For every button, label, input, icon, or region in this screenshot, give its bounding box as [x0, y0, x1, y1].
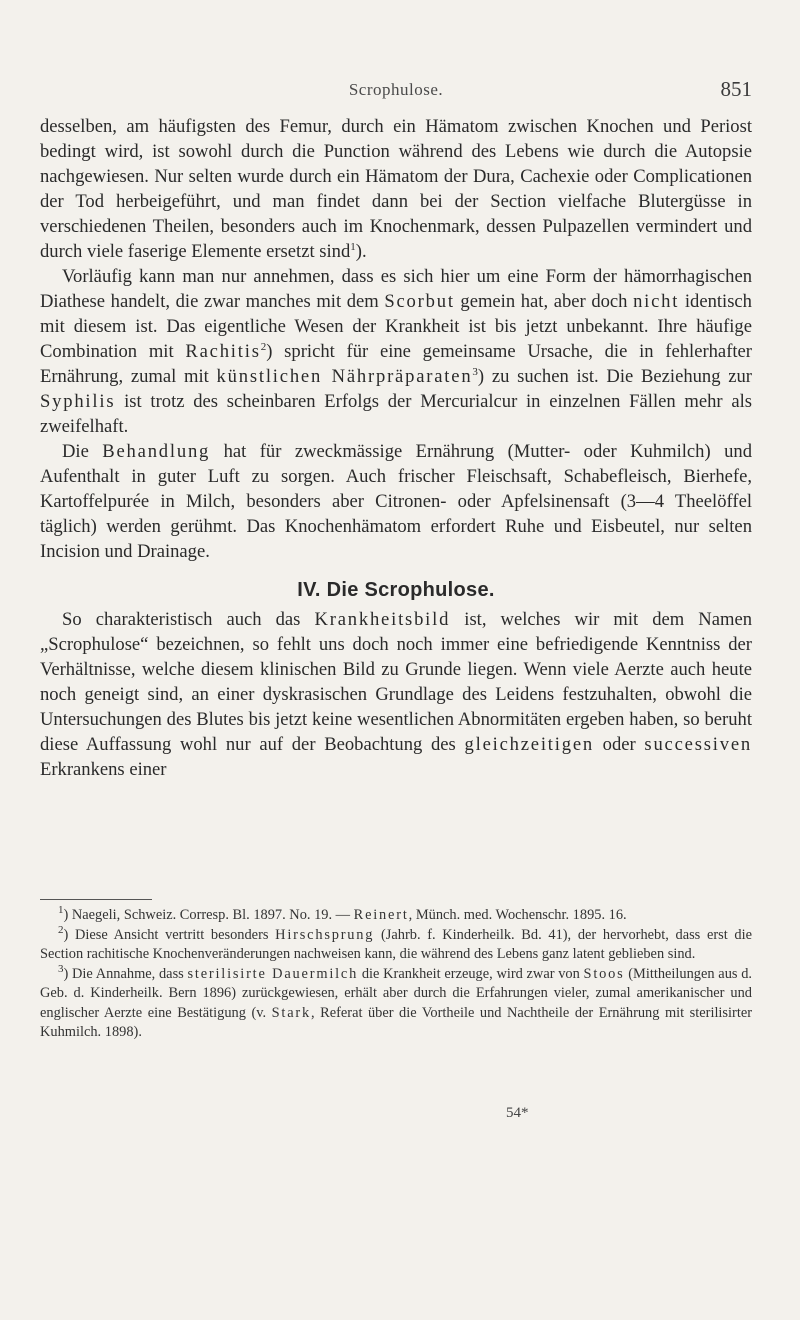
footnote-ref-2: 2	[260, 340, 267, 353]
paragraph-2: Vorläufig kann man nur annehmen, dass es sich hier um eine Form der hämorrhagischen Diathese handelt, die zwar manches mit dem Scorbut gemein hat, aber doch nicht identisch mit diesem ist. Das eigentliche Wesen der Krankheit ist bis jetzt unbekannt. Ihre häufige Combination mit Rachitis$^2$) spricht für eine gemeinsame Ursache, die in fehlerhafter Ernährung, zumal mit künstlichen Nährpräparaten$^3$) zu suchen ist. Die Beziehung zur Syphilis ist trotz des scheinbaren Erfolgs der Mercurialcur in einzelnen Fällen mehr als zweifelhaft.	[40, 266, 752, 437]
footnote-3: $^3$) Die Annahme, dass sterilisirte Dauermilch die Krankheit erzeuge, wird zwar von Stoos (Mittheilungen aus d. Geb. d. Kinderheilk. Bern 1896) zurückgewiesen, erhält aber durch die Erfahrungen vieler, zumal amerikanischer und englischer Aerzte eine Bestätigung (v. Stark, Referat über die Vortheile und Nachtheile der Ernährung mit sterilisirter Kuhmilch. 1898).	[40, 962, 753, 1040]
section-heading: IV. Die Scrophulose.	[297, 579, 495, 601]
running-title: Scrophulose.	[348, 80, 444, 99]
page-header	[40, 77, 752, 106]
sheet-signature: 54*	[506, 1105, 529, 1121]
footnote-1: $^1$) Naegeli, Schweiz. Corresp. Bl. 1897. No. 19. — Reinert, Münch. med. Wochenschr. 1895. 16.	[58, 904, 627, 923]
paragraph-4: So charakteristisch auch das Krankheitsbild ist, welches wir mit dem Namen „Scrophulose“ bezeichnen, so fehlt uns doch noch immer eine befriedigende Kenntniss der Verhältnisse, welche diesem klinischen Bild zu Grunde liegen. Wenn viele Aerzte auch heute noch geneigt sind, an einer dyskrasischen Grundlage des Leidens festzuhalten, obwohl die Untersuchungen des Blutes bis jetzt keine wesentlichen Abnormitäten ergeben haben, so beruht diese Auffassung wohl nur auf der Beobachtung des gleichzeitigen oder successiven Erkrankens einer	[40, 609, 753, 780]
paragraph-1: desselben, am häufigsten des Femur, durch ein Hämatom zwischen Knochen und Periost bedingt wird, ist sowohl durch die Punction während des Lebens wie durch die Autopsie nachgewiesen. Nur selten wurde durch ein Hämatom der Dura, Cachexie oder Complicationen der Tod herbeigeführt, und man findet dann bei der Section vielfache Blutergüsse in verschiedenen Theilen, besonders auch im Knochenmark, dessen Pulpazellen vermindert und durch viele faserige Elemente ersetzt sind$^1$).	[40, 116, 752, 262]
footnote-divider	[40, 899, 152, 900]
footnote-ref-1: 1	[350, 240, 356, 253]
footnote-2: $^2$) Diese Ansicht vertritt besonders Hirschsprung (Jahrb. f. Kinderheilk. Bd. 41), der hervorhebt, dass erst die Section rachitische Knochenveränderungen nachweisen kann, die während des Lebens ganz latent geblieben sind.	[40, 923, 752, 962]
paragraph-3: Die Behandlung hat für zweckmässige Ernährung (Mutter- oder Kuhmilch) und Aufenthalt in guter Luft zu sorgen. Auch frischer Fleischsaft, Schabefleisch, Bierhefe, Kartoffelpurée in Milch, besonders aber Citronen- oder Apfelsinensaft (3—4 Theelöffel täglich) werden gerühmt. Das Knochenhämatom erfordert Ruhe und Eisbeutel, nur selten Incision und Drainage.	[40, 441, 753, 562]
main-text	[40, 114, 752, 782]
page-number: 851	[720, 77, 752, 101]
footnotes	[40, 906, 752, 1043]
footnote-ref-3: 3	[472, 365, 478, 378]
